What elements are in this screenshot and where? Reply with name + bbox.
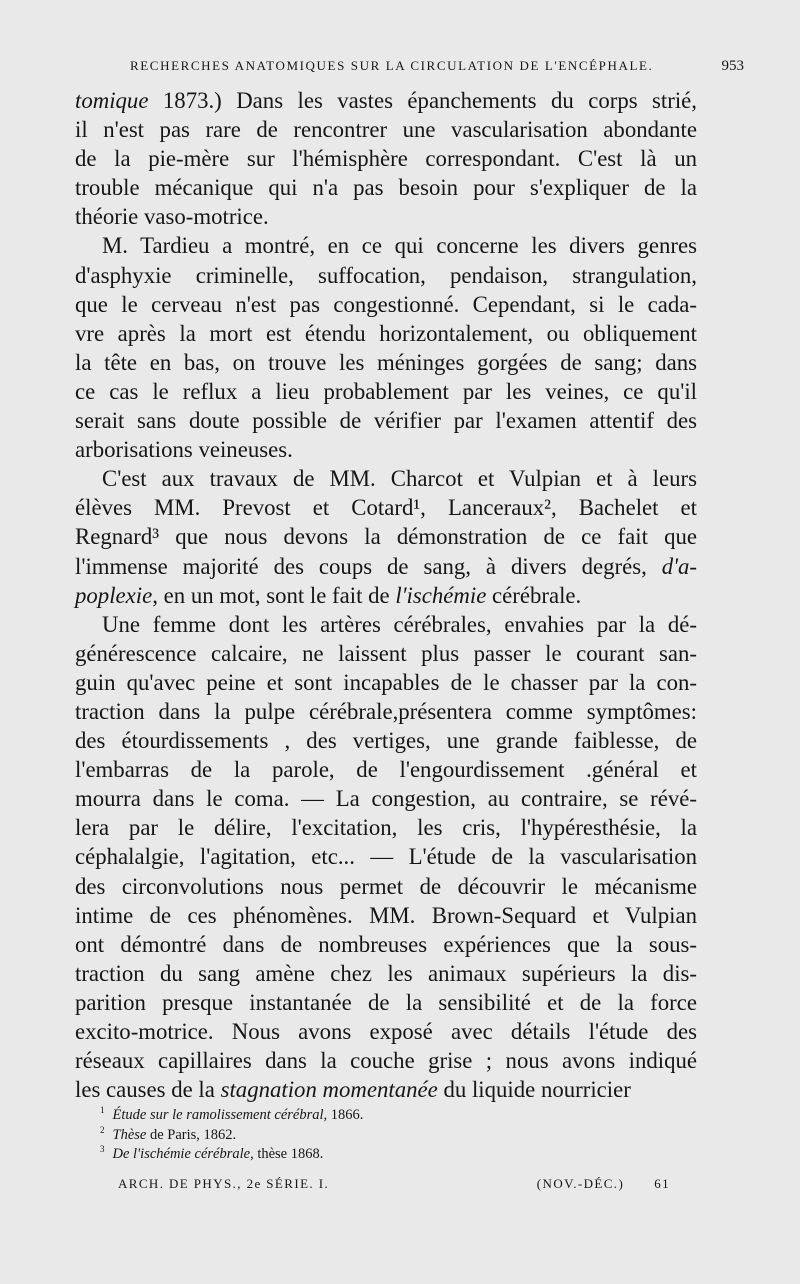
text-line	[75, 261, 697, 290]
line-text: réseaux capillaires dans la couche grise ; nous avons indiqué	[75, 1048, 697, 1074]
signature-mark: 61	[654, 1176, 670, 1191]
line-text: vre après la mort est étendu horizontalement, ou obliquement	[75, 320, 697, 346]
journal-reference: ARCH. DE PHYS., 2e SÉRIE. I.	[118, 1176, 330, 1191]
text-line	[75, 697, 697, 726]
line-text: la tête en bas, on trouve les méninges gorgées de sang; dans	[75, 349, 697, 375]
footnote-text: , 1866.	[323, 1107, 364, 1123]
line-text: céphalalgie, l'agitation, etc... — L'étude de la vascularisation	[75, 844, 697, 870]
footnote-title: Thèse	[112, 1126, 147, 1143]
line-text: des étourdissements , des vertiges, une grande faiblesse, de	[75, 728, 697, 754]
italic-text: l'ischémie	[395, 582, 487, 608]
line-text: l'immense majorité des coups de sang, à divers degrés,	[75, 553, 647, 579]
line-text: d'asphyxie criminelle, suffocation, pendaison, strangulation,	[75, 262, 697, 288]
line-text: 1873.) Dans les vastes épanchements du corps strié,	[148, 88, 697, 113]
text-line	[75, 435, 697, 464]
text-line	[75, 552, 697, 581]
line-text: générescence calcaire, ne laissent plus passer le courant san-	[75, 640, 697, 666]
footnote-title: Étude sur le ramolissement cérébral	[112, 1107, 324, 1123]
italic-text: d'a-	[646, 553, 697, 579]
running-head	[130, 58, 744, 75]
text-line	[75, 930, 697, 959]
text-line	[75, 755, 697, 784]
line-text: lera par le délire, l'excitation, les cris, l'hypéresthésie, la	[75, 815, 697, 841]
footnotes	[100, 1106, 540, 1165]
text-line	[75, 813, 697, 842]
text-line	[75, 872, 697, 901]
line-text: élèves MM. Prevost et Cotard¹, Lanceraux², Bachelet et	[75, 495, 697, 521]
line-text: ce cas le reflux a lieu probablement par les veines, ce qu'il	[75, 378, 697, 404]
line-text: les causes de la	[75, 1077, 221, 1103]
text-line	[75, 173, 697, 202]
line-text: l'embarras de la parole, de l'engourdissement .général et	[75, 757, 697, 783]
text-line	[75, 610, 697, 639]
text-line	[75, 726, 697, 755]
text-line	[75, 842, 697, 871]
footnote-mark: 1	[100, 1105, 105, 1116]
footnote-mark: 2	[100, 1124, 105, 1135]
line-text: guin qu'avec peine et sont incapables de le chasser par la con-	[75, 669, 697, 695]
line-text: du liquide nourricier	[437, 1077, 631, 1103]
italic-text: tomique	[75, 88, 149, 113]
italic-text: poplexie	[75, 582, 153, 608]
body-text	[75, 86, 697, 1104]
text-line	[75, 901, 697, 930]
footnote	[100, 1126, 540, 1146]
line-text: M. Tardieu a montré, en ce qui concerne les divers genres	[102, 233, 697, 259]
line-text: théorie vaso-motrice.	[75, 204, 269, 230]
line-text: Une femme dont les artères cérébrales, envahies par la dé-	[102, 611, 697, 637]
footnote-text: , thèse 1868.	[250, 1146, 324, 1162]
line-text: ont démontré dans de nombreuses expériences que la sous-	[75, 931, 697, 957]
text-line	[75, 959, 697, 988]
text-line	[75, 377, 697, 406]
text-line	[75, 115, 697, 144]
text-line	[75, 493, 697, 522]
text-line	[75, 231, 697, 260]
issue-months: (NOV.-DÉC.)	[536, 1176, 625, 1191]
line-text: parition presque instantanée de la sensibilité et de la force	[75, 989, 697, 1015]
text-line	[75, 988, 697, 1017]
line-text: traction dans la pulpe cérébrale,présentera comme symptômes:	[75, 698, 697, 724]
page-footer	[118, 1176, 670, 1192]
text-line	[75, 406, 697, 435]
text-line	[75, 784, 697, 813]
line-text: traction du sang amène chez les animaux supérieurs la dis-	[75, 960, 697, 986]
text-line	[75, 522, 697, 551]
text-line	[75, 319, 697, 348]
text-line	[75, 581, 697, 610]
footnote-title: De l'ischémie cérébrale	[112, 1146, 251, 1162]
line-text: C'est aux travaux de MM. Charcot et Vulpian et à leurs	[102, 466, 697, 492]
text-line	[75, 464, 697, 493]
text-line	[75, 202, 697, 231]
line-text: des circonvolutions nous permet de découvrir le mécanisme	[75, 873, 697, 899]
text-line	[75, 86, 697, 115]
text-line	[75, 348, 697, 377]
footnote-mark: 3	[100, 1144, 105, 1155]
line-text: trouble mécanique qui n'a pas besoin pour s'expliquer de la	[75, 175, 697, 201]
text-line	[75, 639, 697, 668]
line-text: , en un mot, sont le fait de	[152, 582, 396, 608]
running-head-title: RECHERCHES ANATOMIQUES SUR LA CIRCULATION DE L'ENCÉPHALE.	[130, 58, 654, 73]
line-text: intime de ces phénomènes. MM. Brown-Sequard et Vulpian	[75, 902, 697, 928]
italic-text: stagnation momentanée	[220, 1077, 438, 1103]
line-text: serait sans doute possible de vérifier par l'examen attentif des	[75, 408, 697, 434]
line-text: que le cerveau n'est pas congestionné. Cependant, si le cada-	[75, 291, 697, 317]
text-line	[75, 668, 697, 697]
page-number: 953	[721, 58, 744, 74]
text-line	[75, 1046, 697, 1075]
text-line	[75, 1075, 697, 1104]
line-text: il n'est pas rare de rencontrer une vascularisation abondante	[75, 117, 697, 143]
line-text: arborisations veineuses.	[75, 437, 293, 463]
line-text: Regnard³ que nous devons la démonstration de ce fait que	[75, 524, 697, 550]
line-text: de la pie-mère sur l'hémisphère correspondant. C'est là un	[75, 146, 697, 172]
line-text: mourra dans le coma. — La congestion, au contraire, se révé-	[75, 786, 697, 812]
footnote	[100, 1106, 540, 1126]
line-text: excito-motrice. Nous avons exposé avec détails l'étude des	[75, 1019, 697, 1044]
footnote-text: de Paris, 1862.	[146, 1126, 237, 1143]
line-text: cérébrale.	[486, 582, 582, 608]
text-line	[75, 290, 697, 319]
text-line	[75, 144, 697, 173]
text-line	[75, 1017, 697, 1046]
footnote	[100, 1145, 540, 1165]
